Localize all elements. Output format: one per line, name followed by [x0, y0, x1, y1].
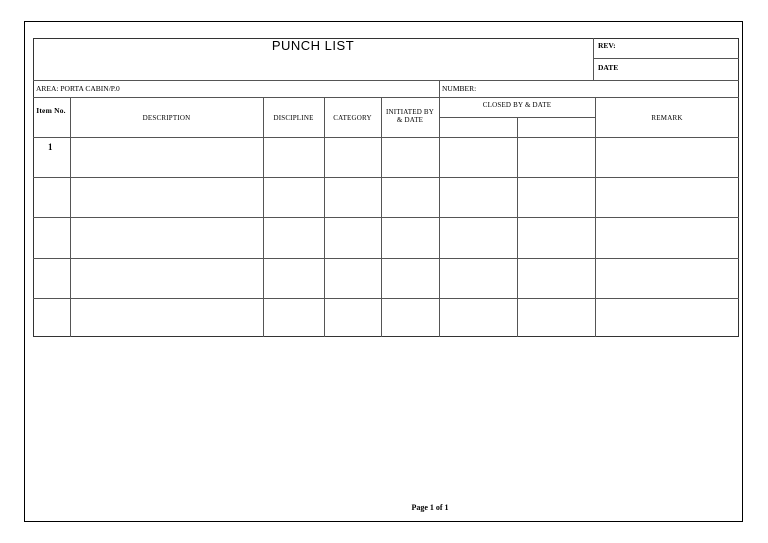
area-number-divider: [439, 80, 440, 97]
area-label: AREA: PORTA CABIN/P.0: [36, 84, 120, 93]
col-line-6: [517, 117, 518, 337]
rev-date-divider: [593, 58, 739, 59]
row-line-2: [33, 217, 739, 218]
row-1-item-no: 1: [48, 142, 53, 152]
column-header-item-no: Item No.: [36, 106, 66, 115]
row-line-3: [33, 258, 739, 259]
column-header-discipline: DISCIPLINE: [273, 114, 314, 122]
page-title: PUNCH LIST: [271, 38, 355, 53]
column-header-remark: REMARK: [651, 114, 683, 122]
column-header-closed: CLOSED BY & DATE: [482, 101, 552, 109]
row-line-4: [33, 298, 739, 299]
header-bottom-line: [33, 137, 739, 138]
column-header-category: CATEGORY: [333, 114, 372, 122]
punch-list-table: [33, 38, 739, 337]
area-row-top: [33, 80, 739, 81]
title-divider: [593, 38, 594, 80]
date-label: DATE: [598, 63, 619, 72]
column-header-initiated: INITIATED BY & DATE: [385, 108, 435, 124]
column-header-description: DESCRIPTION: [142, 114, 191, 122]
rev-label: REV:: [598, 41, 616, 50]
row-line-1: [33, 177, 739, 178]
page-number: Page 1 of 1: [411, 503, 449, 512]
number-label: NUMBER:: [442, 84, 477, 93]
column-header-top: [33, 97, 739, 98]
